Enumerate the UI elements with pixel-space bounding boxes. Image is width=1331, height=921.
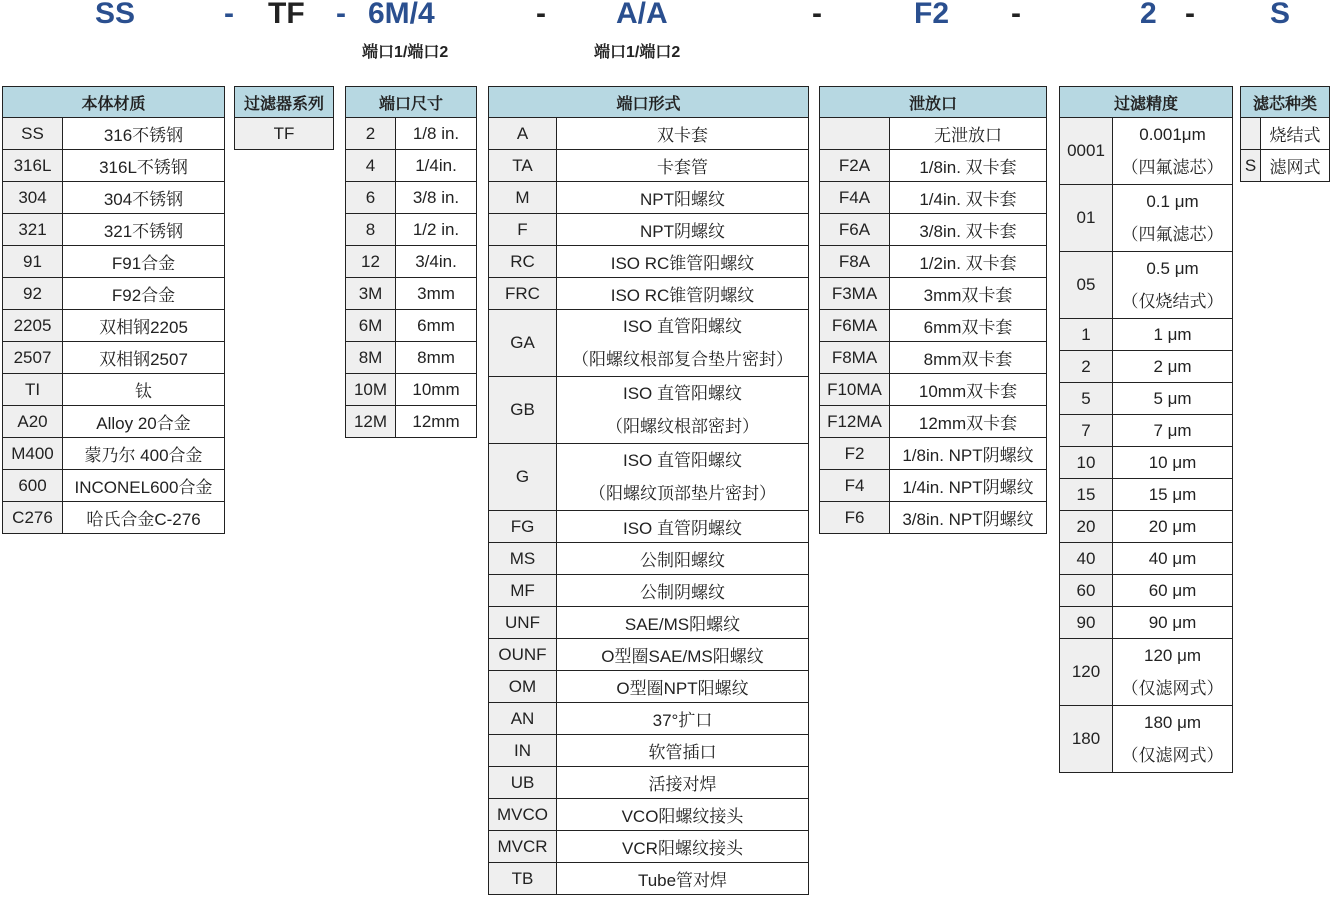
material-desc: 双相钢2507 (63, 342, 225, 374)
port-type-desc: SAE/MS阳螺纹 (557, 607, 809, 639)
port-size-code: 8 (346, 214, 396, 246)
port-type-code: FRC (489, 278, 557, 310)
vent-desc: 8mm双卡套 (890, 342, 1047, 374)
port-type-row (489, 703, 809, 735)
material-row (3, 278, 225, 310)
vent-code: F3MA (820, 278, 890, 310)
port-type-code: FG (489, 511, 557, 543)
precision-code: 5 (1060, 383, 1113, 415)
port-type-row (489, 543, 809, 575)
precision-row (1060, 118, 1233, 185)
precision-desc (1113, 118, 1233, 185)
port-type-code: MVCO (489, 799, 557, 831)
precision-code: 1 (1060, 319, 1113, 351)
precision-code: 180 (1060, 706, 1113, 773)
port-type-sublabel: 端口1/端口2 (594, 44, 681, 61)
precision-code: 15 (1060, 479, 1113, 511)
port-type-desc: Tube管对焊 (557, 863, 809, 895)
series-code: TF (235, 118, 334, 150)
material-desc: 316不锈钢 (63, 118, 225, 150)
material-desc: 双相钢2205 (63, 310, 225, 342)
port-size-code: 4 (346, 150, 396, 182)
vent-code: F2A (820, 150, 890, 182)
port-type-desc: 活接对焊 (557, 767, 809, 799)
vent-desc: 1/8in. NPT阴螺纹 (890, 438, 1047, 470)
material-row (3, 502, 225, 534)
vent-desc: 1/8in. 双卡套 (890, 150, 1047, 182)
precision-row (1060, 383, 1233, 415)
port-size-code: 12 (346, 246, 396, 278)
port-size-code: 2 (346, 118, 396, 150)
port-size-desc: 6mm (396, 310, 477, 342)
element-row (1241, 150, 1330, 182)
port-type-desc: 37°扩口 (557, 703, 809, 735)
port-type-row (489, 607, 809, 639)
vent-row (820, 374, 1047, 406)
precision-code: 0001 (1060, 118, 1113, 185)
port-size-code: 3M (346, 278, 396, 310)
precision-desc-line: 180 μm (1143, 713, 1202, 732)
precision-row (1060, 185, 1233, 252)
port-size-desc: 3/4in. (396, 246, 477, 278)
precision-desc-line: 0.001μm (1139, 125, 1206, 144)
port-type-table-title: 端口形式 (489, 87, 809, 118)
material-row (3, 246, 225, 278)
port-type-row (489, 246, 809, 278)
port-type-code: G (489, 444, 557, 511)
material-desc: 321不锈钢 (63, 214, 225, 246)
material-code: A20 (3, 406, 63, 438)
precision-desc-line: （仅滤网式） (1121, 746, 1224, 765)
code-vent: F2 (914, 0, 950, 30)
vent-table-title: 泄放口 (820, 87, 1047, 118)
port-type-desc-line: ISO 直管阳螺纹 (623, 317, 743, 336)
vent-code: F12MA (820, 406, 890, 438)
port-type-desc: ISO RC锥管阳螺纹 (557, 246, 809, 278)
port-size-desc: 12mm (396, 406, 477, 438)
precision-row (1060, 252, 1233, 319)
material-row (3, 342, 225, 374)
element-row (1241, 118, 1330, 150)
precision-desc-line: （仅滤网式） (1121, 679, 1224, 698)
material-row (3, 118, 225, 150)
code-separator: - (224, 0, 234, 30)
vent-row (820, 502, 1047, 534)
precision-code: 7 (1060, 415, 1113, 447)
port-size-desc: 10mm (396, 374, 477, 406)
element-table-title: 滤芯种类 (1241, 87, 1330, 118)
vent-desc: 12mm双卡套 (890, 406, 1047, 438)
port-type-row (489, 575, 809, 607)
precision-row (1060, 706, 1233, 773)
precision-desc (1113, 639, 1233, 706)
material-code: TI (3, 374, 63, 406)
port-type-code: A (489, 118, 557, 150)
vent-desc: 无泄放口 (890, 118, 1047, 150)
material-row (3, 150, 225, 182)
port-type-code: F (489, 214, 557, 246)
precision-desc: 5 μm (1113, 383, 1233, 415)
vent-row (820, 342, 1047, 374)
port-type-desc: 软管插口 (557, 735, 809, 767)
precision-row (1060, 607, 1233, 639)
material-row (3, 438, 225, 470)
vent-code: F8A (820, 246, 890, 278)
material-table-title: 本体材质 (3, 87, 225, 118)
vent-code (820, 118, 890, 150)
code-separator: - (336, 0, 346, 30)
vent-desc: 10mm双卡套 (890, 374, 1047, 406)
vent-code: F4A (820, 182, 890, 214)
code-precision: 2 (1140, 0, 1157, 30)
material-row (3, 214, 225, 246)
series-table (234, 86, 334, 150)
port-type-row (489, 377, 809, 444)
precision-code: 20 (1060, 511, 1113, 543)
vent-row (820, 438, 1047, 470)
material-row (3, 470, 225, 502)
precision-code: 05 (1060, 252, 1113, 319)
port-type-row (489, 671, 809, 703)
material-code: SS (3, 118, 63, 150)
vent-desc: 6mm双卡套 (890, 310, 1047, 342)
port-type-code: MF (489, 575, 557, 607)
precision-desc: 60 μm (1113, 575, 1233, 607)
material-row (3, 310, 225, 342)
port-type-desc-line: （阳螺纹根部复合垫片密封） (572, 350, 793, 369)
port-type-row (489, 863, 809, 895)
port-type-desc: 公制阳螺纹 (557, 543, 809, 575)
port-type-desc: NPT阳螺纹 (557, 182, 809, 214)
material-row (3, 406, 225, 438)
port-type-row (489, 767, 809, 799)
port-type-code: OM (489, 671, 557, 703)
port-type-code: MS (489, 543, 557, 575)
port-size-desc: 3mm (396, 278, 477, 310)
port-size-code: 6 (346, 182, 396, 214)
port-size-desc: 1/2 in. (396, 214, 477, 246)
port-type-row (489, 182, 809, 214)
vent-code: F10MA (820, 374, 890, 406)
port-type-row (489, 639, 809, 671)
precision-row (1060, 319, 1233, 351)
vent-desc: 3mm双卡套 (890, 278, 1047, 310)
precision-code: 90 (1060, 607, 1113, 639)
material-code: 600 (3, 470, 63, 502)
precision-desc-line: （四氟滤芯） (1121, 225, 1224, 244)
port-size-code: 12M (346, 406, 396, 438)
material-code: 321 (3, 214, 63, 246)
vent-row (820, 182, 1047, 214)
port-type-code: UB (489, 767, 557, 799)
port-type-table (488, 86, 809, 895)
port-type-desc-line: ISO 直管阳螺纹 (623, 451, 743, 470)
code-port-type: A/A (616, 0, 668, 30)
vent-row (820, 246, 1047, 278)
port-type-row (489, 511, 809, 543)
precision-code: 40 (1060, 543, 1113, 575)
port-size-row (346, 406, 477, 438)
code-separator: - (812, 0, 822, 30)
port-size-row (346, 278, 477, 310)
material-code: 92 (3, 278, 63, 310)
material-desc: 钛 (63, 374, 225, 406)
precision-desc (1113, 185, 1233, 252)
vent-row (820, 118, 1047, 150)
material-row (3, 182, 225, 214)
port-size-table-title: 端口尺寸 (346, 87, 477, 118)
material-desc: F91合金 (63, 246, 225, 278)
port-type-code: IN (489, 735, 557, 767)
port-type-code: TA (489, 150, 557, 182)
port-size-row (346, 182, 477, 214)
material-code: 304 (3, 182, 63, 214)
code-material: SS (95, 0, 136, 30)
precision-desc: 2 μm (1113, 351, 1233, 383)
vent-desc: 3/8in. NPT阴螺纹 (890, 502, 1047, 534)
port-type-row (489, 799, 809, 831)
port-size-sublabel: 端口1/端口2 (362, 44, 449, 61)
port-size-code: 6M (346, 310, 396, 342)
code-port-size: 6M/4 (368, 0, 435, 30)
port-type-desc-line: （阳螺纹顶部垫片密封） (589, 484, 776, 503)
material-desc: 304不锈钢 (63, 182, 225, 214)
precision-row (1060, 639, 1233, 706)
code-separator: - (1185, 0, 1195, 30)
port-type-code: GA (489, 310, 557, 377)
precision-code: 01 (1060, 185, 1113, 252)
series-table-title: 过滤器系列 (235, 87, 334, 118)
port-size-row (346, 342, 477, 374)
material-code: 316L (3, 150, 63, 182)
precision-row (1060, 447, 1233, 479)
port-type-code: MVCR (489, 831, 557, 863)
material-row (3, 374, 225, 406)
port-type-row (489, 310, 809, 377)
precision-row (1060, 511, 1233, 543)
precision-desc (1113, 706, 1233, 773)
vent-row (820, 470, 1047, 502)
port-size-row (346, 246, 477, 278)
precision-desc: 10 μm (1113, 447, 1233, 479)
material-desc: INCONEL600合金 (63, 470, 225, 502)
material-code: 2507 (3, 342, 63, 374)
precision-desc: 40 μm (1113, 543, 1233, 575)
vent-desc: 1/2in. 双卡套 (890, 246, 1047, 278)
vent-table (819, 86, 1047, 534)
material-code: 91 (3, 246, 63, 278)
port-type-desc (557, 444, 809, 511)
port-type-desc (557, 310, 809, 377)
element-desc: 滤网式 (1261, 150, 1330, 182)
precision-row (1060, 543, 1233, 575)
vent-code: F6MA (820, 310, 890, 342)
precision-code: 120 (1060, 639, 1113, 706)
port-type-desc-line: ISO 直管阳螺纹 (623, 384, 743, 403)
material-desc: F92合金 (63, 278, 225, 310)
vent-desc: 3/8in. 双卡套 (890, 214, 1047, 246)
vent-row (820, 310, 1047, 342)
port-type-desc: VCR阳螺纹接头 (557, 831, 809, 863)
code-separator: - (536, 0, 546, 30)
material-code: M400 (3, 438, 63, 470)
vent-row (820, 278, 1047, 310)
precision-desc-line: 0.1 μm (1146, 192, 1199, 211)
precision-row (1060, 351, 1233, 383)
precision-row (1060, 415, 1233, 447)
material-desc: 哈氏合金C-276 (63, 502, 225, 534)
element-code (1241, 118, 1261, 150)
port-type-desc: ISO RC锥管阴螺纹 (557, 278, 809, 310)
port-type-code: UNF (489, 607, 557, 639)
port-size-row (346, 150, 477, 182)
port-size-desc: 1/4in. (396, 150, 477, 182)
port-size-row (346, 214, 477, 246)
port-type-code: TB (489, 863, 557, 895)
precision-desc-line: （四氟滤芯） (1121, 158, 1224, 177)
element-code: S (1241, 150, 1261, 182)
port-size-code: 8M (346, 342, 396, 374)
material-desc: Alloy 20合金 (63, 406, 225, 438)
port-size-desc: 3/8 in. (396, 182, 477, 214)
vent-desc: 1/4in. 双卡套 (890, 182, 1047, 214)
precision-code: 60 (1060, 575, 1113, 607)
port-size-code: 10M (346, 374, 396, 406)
port-size-row (346, 310, 477, 342)
port-type-code: AN (489, 703, 557, 735)
port-size-table (345, 86, 477, 438)
port-size-row (346, 374, 477, 406)
port-type-row (489, 444, 809, 511)
port-type-desc: O型圈SAE/MS阳螺纹 (557, 639, 809, 671)
port-size-row (346, 118, 477, 150)
port-type-desc: NPT阴螺纹 (557, 214, 809, 246)
port-type-code: RC (489, 246, 557, 278)
vent-row (820, 214, 1047, 246)
material-code: C276 (3, 502, 63, 534)
code-element: S (1270, 0, 1291, 30)
vent-code: F8MA (820, 342, 890, 374)
port-type-desc: O型圈NPT阳螺纹 (557, 671, 809, 703)
precision-desc: 7 μm (1113, 415, 1233, 447)
material-table (2, 86, 225, 534)
code-separator: - (1011, 0, 1021, 30)
vent-code: F6A (820, 214, 890, 246)
vent-row (820, 406, 1047, 438)
code-series: TF (268, 0, 305, 30)
element-desc: 烧结式 (1261, 118, 1330, 150)
port-type-row (489, 150, 809, 182)
port-type-row (489, 735, 809, 767)
port-type-desc (557, 377, 809, 444)
element-table (1240, 86, 1330, 182)
precision-desc (1113, 252, 1233, 319)
port-type-desc: 卡套管 (557, 150, 809, 182)
material-desc: 蒙乃尔 400合金 (63, 438, 225, 470)
material-desc: 316L不锈钢 (63, 150, 225, 182)
vent-code: F4 (820, 470, 890, 502)
vent-desc: 1/4in. NPT阴螺纹 (890, 470, 1047, 502)
precision-desc: 20 μm (1113, 511, 1233, 543)
port-type-row (489, 831, 809, 863)
vent-row (820, 150, 1047, 182)
port-type-desc: ISO 直管阴螺纹 (557, 511, 809, 543)
port-type-code: OUNF (489, 639, 557, 671)
precision-row (1060, 575, 1233, 607)
port-type-desc: 双卡套 (557, 118, 809, 150)
port-type-desc: VCO阳螺纹接头 (557, 799, 809, 831)
vent-code: F6 (820, 502, 890, 534)
port-type-code: M (489, 182, 557, 214)
port-size-desc: 8mm (396, 342, 477, 374)
precision-row (1060, 479, 1233, 511)
precision-table (1059, 86, 1233, 773)
port-type-row (489, 278, 809, 310)
port-type-desc-line: （阳螺纹根部密封） (606, 417, 759, 436)
precision-desc-line: 120 μm (1143, 646, 1202, 665)
port-type-row (489, 118, 809, 150)
precision-desc: 15 μm (1113, 479, 1233, 511)
vent-code: F2 (820, 438, 890, 470)
precision-table-title: 过滤精度 (1060, 87, 1233, 118)
precision-code: 10 (1060, 447, 1113, 479)
port-type-row (489, 214, 809, 246)
material-code: 2205 (3, 310, 63, 342)
precision-desc: 1 μm (1113, 319, 1233, 351)
precision-desc-line: 0.5 μm (1146, 259, 1199, 278)
port-type-code: GB (489, 377, 557, 444)
port-size-desc: 1/8 in. (396, 118, 477, 150)
precision-code: 2 (1060, 351, 1113, 383)
port-type-desc: 公制阴螺纹 (557, 575, 809, 607)
precision-desc: 90 μm (1113, 607, 1233, 639)
precision-desc-line: （仅烧结式） (1121, 292, 1224, 311)
